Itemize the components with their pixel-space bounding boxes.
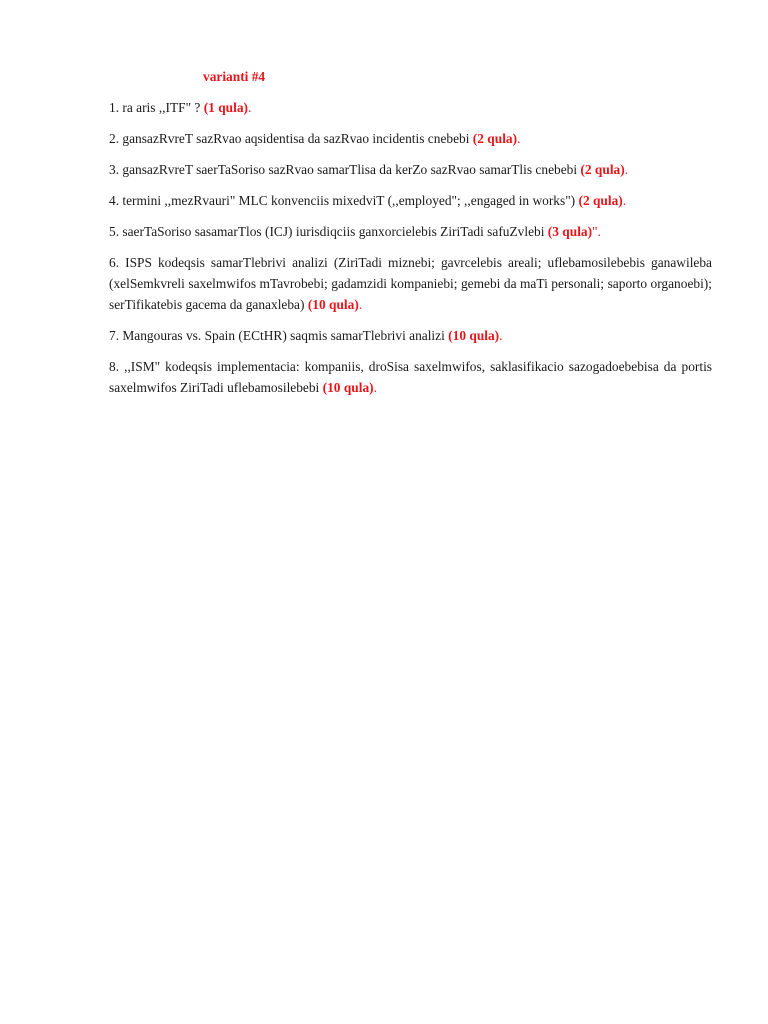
question-tail: .	[373, 380, 377, 395]
document-page	[109, 66, 712, 408]
question-5	[109, 221, 712, 242]
question-points: (3 qula)	[547, 224, 593, 239]
question-8	[109, 356, 712, 398]
question-2	[109, 128, 712, 149]
question-6	[109, 252, 712, 315]
question-text: 3. gansazRvreT saerTaSoriso sazRvao samarTlisa da kerZo sazRvao samarTlis cnebebi	[109, 162, 581, 177]
question-1	[109, 97, 712, 118]
question-text: 1. ra aris ,,ITF" ?	[109, 100, 204, 115]
question-tail: .	[248, 100, 252, 115]
question-7	[109, 325, 712, 346]
question-tail: .	[517, 131, 521, 146]
question-points: (1 qula)	[203, 100, 248, 115]
question-tail: .	[499, 328, 503, 343]
variant-title: varianti #4	[203, 69, 266, 84]
question-tail: ".	[592, 224, 601, 239]
question-tail: .	[358, 297, 363, 312]
question-points: (2 qula)	[472, 131, 518, 146]
question-text: 4. termini ,,mezRvauri" MLC konvenciis mixedviT (,,employed"; ,,engaged in works")	[109, 193, 579, 208]
question-4	[109, 190, 712, 211]
question-points: (2 qula)	[580, 162, 625, 177]
question-points: (10 qula)	[307, 297, 359, 312]
question-text: 2. gansazRvreT sazRvao aqsidentisa da sazRvao incidentis cnebebi	[109, 131, 473, 146]
question-3	[109, 159, 712, 180]
question-points: (10 qula)	[448, 328, 500, 343]
question-tail: .	[624, 162, 629, 177]
question-points: (10 qula)	[322, 380, 374, 395]
question-text: 8. ,,ISM" kodeqsis implementacia: kompaniis, droSisa saxelmwifos, saklasifikacio sazogadoebebisa da portis saxelmwifos ZiriTadi uflebamosilebebi	[109, 359, 712, 395]
question-text: 7. Mangouras vs. Spain (ECtHR) saqmis samarTlebrivi analizi	[109, 328, 449, 343]
question-points: (2 qula)	[578, 193, 623, 208]
question-text: 5. saerTaSoriso sasamarTlos (ICJ) iurisdiqciis ganxorcielebis ZiriTadi safuZvlebi	[109, 224, 548, 239]
question-text: 6. ISPS kodeqsis samarTlebrivi analizi (ZiriTadi miznebi; gavrcelebis areali; uflebamosilebebis ganawileba (xelSemkvreli saxelmwifos mTavrobebi; gadamzidi kompaniebi; gemebi da maTi personali; saporto organoebi); serTifikatebis gacema da ganaxleba)	[109, 255, 712, 312]
question-tail: .	[622, 193, 627, 208]
